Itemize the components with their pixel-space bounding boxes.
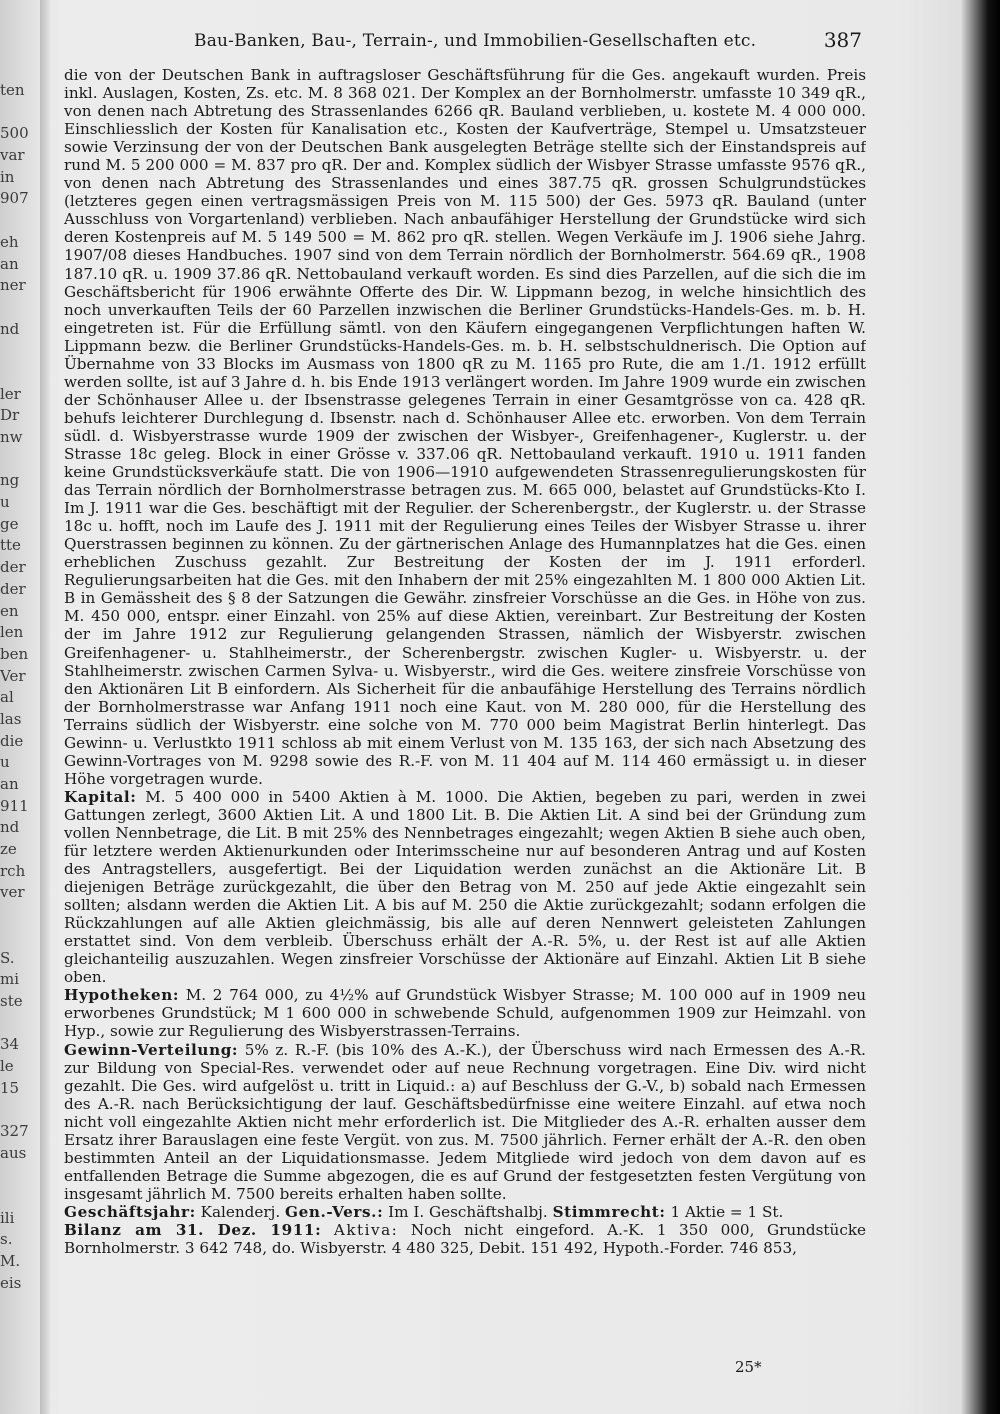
- section-text: 5% z. R.-F. (bis 10% des A.-K.), der Überschuss wird nach Ermessen des A.-R. zur Bildung von Special-Res. verwendet oder auf neue Rechnung vorgetragen. Eine Div. wird nicht gezahlt. Die Ges. wird aufgelöst u. tritt in Liquid.: a) auf Beschluss der G.-V., b) sobald nach Ermessen des A.-R. nach Berücksichtigung der lauf. Geschäftsbedürfnisse eine weitere Einzahl. auf etwa noch nicht voll eingezahlte Aktien nicht mehr erforderlich ist. Die Mitglieder des A.-R. erhalten ausser dem Ersatz ihrer Barauslagen eine feste Vergüt. von zus. M. 7500 jährlich. Ferner erhält der A.-R. den oben bestimmten Anteil an der Liquidationsmasse. Jedem Mitgliede wird jedoch von dem davon auf es entfallenden Betrage die Summe abgezogen, die es auf Grund der festgesetzten festen Vergütung von insgesamt jährlich M. 7500 bereits erhalten haben sollte.: [64, 1040, 866, 1203]
- margin-fragment: aus: [0, 1143, 27, 1162]
- margin-fragment: der: [0, 558, 26, 577]
- margin-fragment: nd: [0, 818, 20, 837]
- section-bilanz: [64, 1221, 866, 1257]
- margin-fragment: tte: [0, 536, 21, 555]
- page-number: 387: [823, 28, 862, 52]
- margin-fragment: [0, 1013, 38, 1035]
- margin-fragment: M.: [0, 1252, 21, 1271]
- margin-fragment: [0, 102, 38, 124]
- page-gutter: [40, 0, 50, 1414]
- intro-paragraph: die von der Deutschen Bank in auftragsloser Geschäftsführung für die Ges. angekauft wurden. Preis inkl. Auslagen, Kosten, Zs. etc. M. 8 368 021. Der Komplex an der Bornholmerstr. umfasste 10 349 qR., von denen nach Abtretung des Strassenlandes 6266 qR. Bauland verblieben, u. kostete M. 4 000 000. Einschliesslich der Kosten für Kanalisation etc., Kosten der Kaufverträge, Stempel u. Umsatzsteuer sowie Verzinsung der von der Deutschen Bank ausgelegten Beträge stellte sich der Einstandspreis auf rund M. 5 200 000 = M. 837 pro qR. Der and. Komplex südlich der Wisbyer Strasse umfasste 9576 qR., von denen nach Abtretung des Strassenlandes und eines 387.75 qR. grossen Schulgrundstückes (letzteres gegen einen vertragsmässigen Preis von M. 115 500) der Ges. 5973 qR. Bauland (unter Ausschluss von Vorgartenland) verblieben. Nach anbaufähiger Herstellung der Grundstücke wird sich deren Kostenpreis auf M. 5 149 500 = M. 862 pro qR. stellen. Wegen Verkäufe im J. 1906 siehe Jahrg. 1907/08 dieses Handbuches. 1907 sind von dem Terrain nördlich der Bornholmerstr. 564.69 qR., 1908 187.10 qR. u. 1909 37.86 qR. Nettobauland verkauft worden. Es sind dies Parzellen, auf die sich die im Geschäftsbericht für 1906 erwähnte Offerte des Dir. W. Lippmann bezog, in welche hinsichtlich des noch unverkauften Teils der 60 Parzellen inzwischen die Berliner Grundstücks-Handels-Ges. m. b. H. eingetreten ist. Für die Erfüllung sämtl. von den Käufern eingegangenen Verpflichtungen haften W. Lippmann bezw. die Berliner Grundstücks-Handels-Ges. m. b. H. selbstschuldnerisch. Die Option auf Übernahme von 33 Blocks im Ausmass von 1800 qR zu M. 1165 pro Rute, die am 1./1. 1912 erfüllt werden sollte, ist auf 3 Jahre d. h. bis Ende 1913 verlängert worden. Im Jahre 1909 wurde ein zwischen der Schönhauser Allee u. der Ibsenstrasse gelegenes Terrain in einer Gesamtgrösse von ca. 428 qR. behufs leichterer Durchlegung d. Ibsenstr. nach d. Schönhauser Allee etc. erworben. Von dem Terrain südl. d. Wisbyerstrasse wurde 1909 der zwischen der Wisbyer-, Greifenhagener-, Kuglerstr. u. der Strasse 18c geleg. Block in einer Grösse v. 337.06 qR. Nettobauland verkauft. 1910 u. 1911 fanden keine Grundstücksverkäufe statt. Die von 1906—1910 aufgewendeten Strassenregulierungskosten für das Terrain nördlich der Bornholmerstrasse betragen zus. M. 665 000, belastet auf Grundstücks-Kto I. Im J. 1911 war die Ges. beschäftigt mit der Regulier. der Scherenbergstr., der Kuglerstr. u. der Strasse 18c u. hofft, noch im Laufe des J. 1911 mit der Regulierung eines Teiles der Wisbyer Strasse u. ihrer Querstrassen beginnen zu können. Zu der gärtnerischen Anlage des Humannplatzes hat die Ges. einen erheblichen Zuschuss gezahlt. Zur Bestreitung der Kosten der im J. 1911 erforderl. Regulierungsarbeiten hat die Ges. mit den Inhabern der mit 25% eingezahlten M. 1 800 000 Aktien Lit. B in Gemässheit des § 8 der Satzungen die Gewähr. zinsfreier Vorschüsse an die Ges. in Höhe von zus. M. 450 000, entspr. einer Einzahl. von 25% auf diese Aktien, vereinbart. Zur Bestreitung der Kosten der im Jahre 1912 zur Regulierung gelangenden Strassen, nämlich der Wisbyerstr. zwischen Greifenhagener- u. Stahlheimerstr., der Scherenbergstr. zwischen Kugler- u. Wisbyerstr. u. der Stahlheimerstr. zwischen Carmen Sylva- u. Wisbyerstr., wird die Ges. weitere zinsfreie Vorschüsse von den Aktionären Lit B einfordern. Als Sicherheit für die anbaufähige Herstellung des Terrains nördlich der Bornholmerstrasse war Anfang 1911 noch eine Kaut. von M. 280 000, für die Herstellung des Terrains südlich der Wisbyerstr. eine solche von M. 770 000 beim Magistrat Berlin hinterlegt. Das Gewinn- u. Verlustkto 1911 schloss ab mit einem Verlust von M. 135 163, der sich nach Absetzung des Gewinn-Vortrages von M. 9298 sowie des R.-F. von M. 11 404 auf M. 114 460 ermässigt u. in dieser Höhe vorgetragen wurde.: [64, 66, 866, 788]
- margin-fragment: al: [0, 688, 14, 707]
- margin-fragment: var: [0, 146, 25, 165]
- margin-fragment: ler: [0, 384, 21, 403]
- margin-fragment: [0, 362, 38, 384]
- section-label: Kapital:: [64, 787, 137, 806]
- section-geschaeftsjahr: [64, 1203, 866, 1221]
- margin-fragment: ner: [0, 276, 26, 295]
- margin-fragment: ili: [0, 1208, 15, 1227]
- margin-fragment: ng: [0, 471, 20, 490]
- margin-fragment: [0, 1164, 38, 1186]
- margin-fragment: 34: [0, 1035, 20, 1054]
- main-text: [64, 66, 866, 1356]
- margin-fragment: u: [0, 493, 10, 512]
- gen-vers-label: Gen.-Vers.:: [285, 1202, 384, 1221]
- margin-fragment: [0, 904, 38, 926]
- section-hypotheken: [64, 986, 866, 1040]
- margin-fragment: Dr: [0, 406, 20, 425]
- margin-fragment: ten: [0, 81, 25, 99]
- margin-fragment: le: [0, 1056, 14, 1075]
- gen-vers-text: Im I. Geschäftshalbj.: [388, 1202, 548, 1221]
- margin-fragment: [0, 210, 38, 232]
- margin-fragment: [0, 1186, 38, 1208]
- margin-fragment: 500: [0, 124, 29, 143]
- margin-fragment: an: [0, 254, 19, 273]
- margin-fragment: nd: [0, 319, 20, 338]
- margin-fragment: [0, 1099, 38, 1121]
- running-header: [64, 28, 870, 58]
- margin-fragment: ben: [0, 644, 29, 663]
- margin-fragment: en: [0, 601, 19, 620]
- section-text: M. 5 400 000 in 5400 Aktien à M. 1000. Die Aktien, begeben zu pari, werden in zwei Gattungen zerlegt, 3600 Aktien Lit. A und 1800 Lit. B. Die Aktien Lit. A sind bei der Gründung zum vollen Nennbetrage, die Lit. B mit 25% des Nennbetrages eingezahlt; wegen Aktien B siehe auch oben, für letztere werden Aktienurkunden oder Interimsscheine nur auf besonderen Antrag und auf Kosten des Antragstellers, ausgefertigt. Bei der Liquidation werden zunächst an die Aktionäre Lit. B diejenigen Beträge zurückgezahlt, die über den Betrag von M. 250 auf jede Aktie eingezahlt sein sollten; alsdann werden die Aktien Lit. A bis auf M. 250 die Aktie zurückgezahlt; sodann erfolgen die Rückzahlungen auf alle Aktien gleichmässig, bis alle auf deren Nennwert geleisteten Zahlungen erstattet sind. Von dem verbleib. Überschuss erhält der A.-R. 5%, u. der Rest ist auf alle Aktien gleichanteilig auszuzahlen. Wegen zinsfreier Vorschüsse der Aktionäre auf Einzahl. Aktien Lit B siehe oben.: [64, 787, 866, 987]
- margin-fragment: mi: [0, 970, 20, 989]
- margin-fragment: an: [0, 775, 19, 793]
- aktiva-label: Aktiva:: [333, 1221, 399, 1239]
- margin-fragment: ze: [0, 840, 17, 859]
- geschaeftsjahr-label: Geschäftsjahr:: [64, 1202, 196, 1221]
- margin-fragment: rch: [0, 861, 26, 880]
- previous-page-margin-fragments: [0, 80, 38, 1295]
- margin-fragment: 911: [0, 796, 29, 815]
- margin-fragment: las: [0, 709, 22, 728]
- section-text: M. 2 764 000, zu 4½% auf Grundstück Wisbyer Strasse; M. 100 000 auf in 1909 neu erworbenes Grundstück; M 1 600 000 in schwebende Schuld, aufgenommen 1909 zur Heimzahl. von Hyp., sowie zur Regulierung des Wisbyerstrassen-Terrains.: [64, 986, 866, 1041]
- header-title: Bau-Banken, Bau-, Terrain-, und Immobilien-Gesellschaften etc.: [194, 31, 757, 51]
- section-label: Gewinn-Verteilung:: [64, 1040, 239, 1059]
- margin-fragment: ge: [0, 514, 19, 533]
- scan-edge-shadow: [960, 0, 1000, 1414]
- margin-fragment: ver: [0, 883, 25, 902]
- section-gewinn-verteilung: [64, 1041, 866, 1203]
- signature-mark: 25*: [735, 1358, 762, 1376]
- bilanz-text: Noch nicht eingeford. A.-K. 1 350 000, Grundstücke Bornholmerstr. 3 642 748, do. Wisbyerstr. 4 480 325, Debit. 151 492, Hypoth.-Forder. 746 853,: [64, 1221, 866, 1258]
- stimmrecht-label: Stimmrecht:: [552, 1202, 666, 1221]
- geschaeftsjahr-text: Kalenderj.: [200, 1202, 281, 1221]
- margin-fragment: [0, 926, 38, 948]
- margin-fragment: ste: [0, 991, 23, 1010]
- margin-fragment: der: [0, 579, 26, 598]
- margin-fragment: nw: [0, 428, 23, 446]
- margin-fragment: s.: [0, 1230, 13, 1249]
- bilanz-label: Bilanz am 31. Dez. 1911:: [64, 1221, 322, 1239]
- margin-fragment: eh: [0, 232, 19, 251]
- margin-fragment: 15: [0, 1078, 20, 1097]
- margin-fragment: [0, 340, 38, 362]
- margin-fragment: Ver: [0, 666, 26, 685]
- section-label: Hypotheken:: [64, 986, 180, 1005]
- margin-fragment: 907: [0, 189, 29, 208]
- margin-fragment: in: [0, 167, 15, 186]
- margin-fragment: eis: [0, 1273, 22, 1292]
- margin-fragment: [0, 297, 38, 319]
- stimmrecht-text: 1 Aktie = 1 St.: [670, 1202, 784, 1221]
- margin-fragment: 327: [0, 1122, 29, 1140]
- margin-fragment: u: [0, 753, 10, 772]
- margin-fragment: die: [0, 731, 24, 750]
- margin-fragment: len: [0, 623, 24, 642]
- margin-fragment: S.: [0, 948, 15, 967]
- margin-fragment: [0, 449, 38, 471]
- section-kapital: [64, 788, 866, 987]
